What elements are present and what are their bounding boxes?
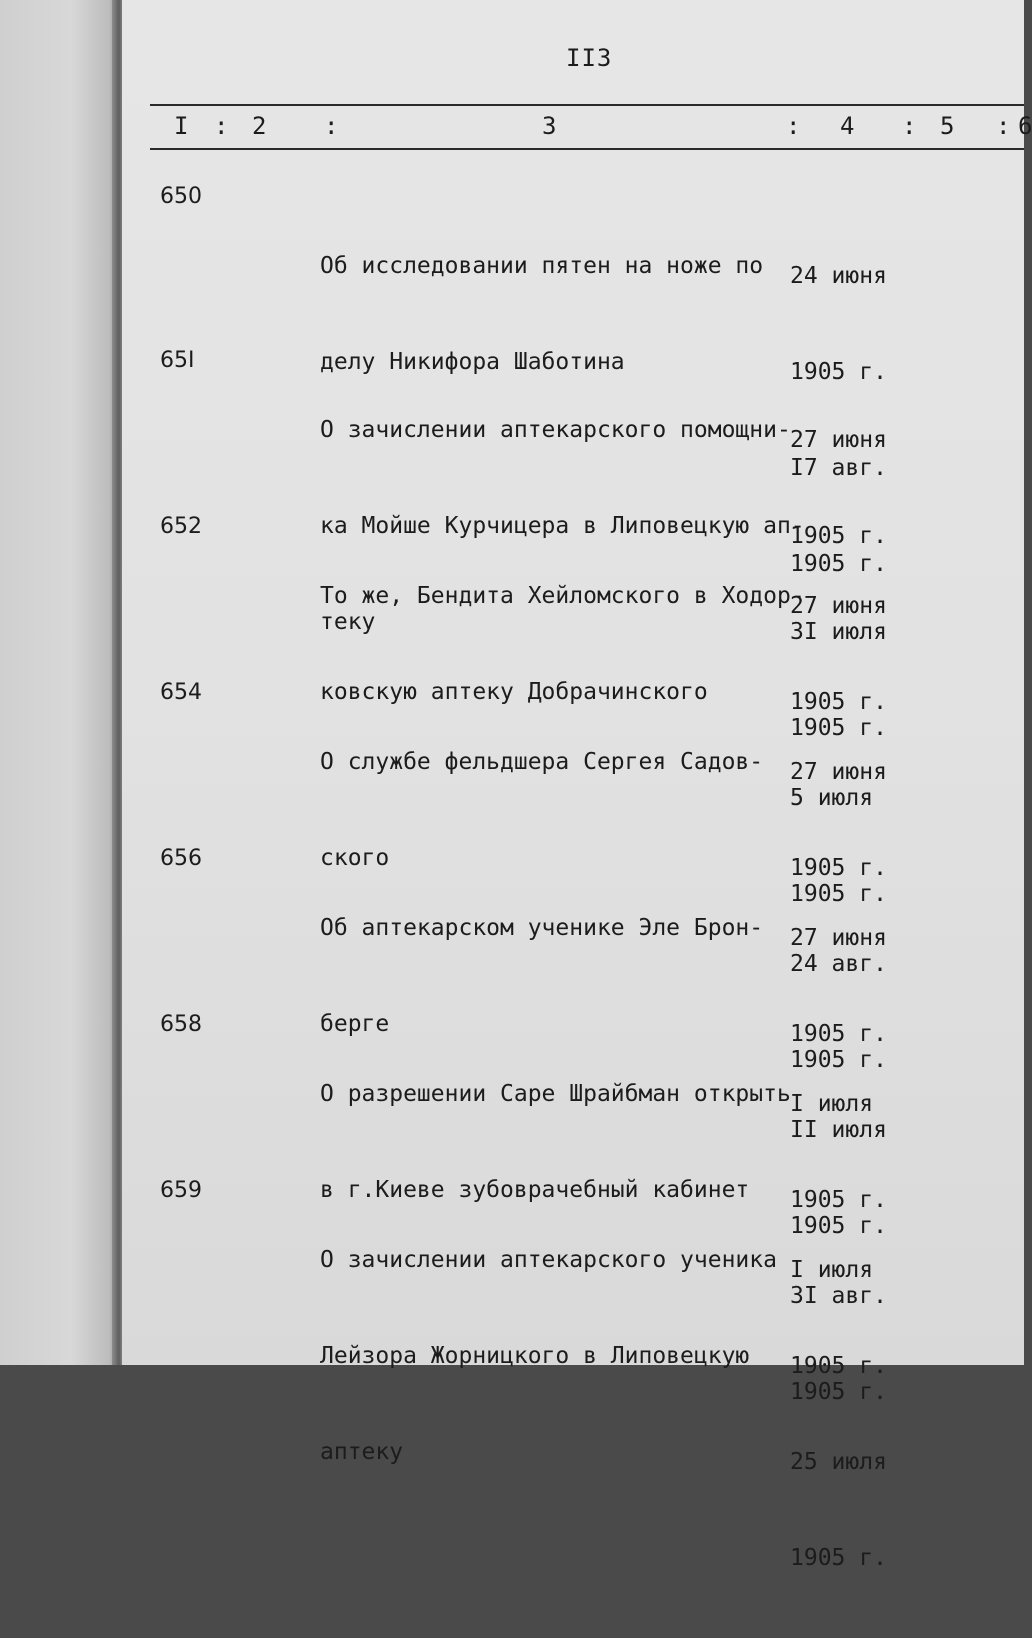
entry-date: 1905 г. — [790, 715, 887, 741]
header-separator: : — [786, 112, 801, 140]
entry-date: 1905 г. — [790, 1187, 887, 1213]
entry-date: 24 июня — [790, 263, 887, 289]
entry-date: 1905 г. — [790, 1545, 887, 1571]
header-separator: : — [214, 112, 229, 140]
entry-number: 656 — [160, 846, 202, 871]
entry-title-line: То же, Бендита Хейломского в Ходор- — [320, 583, 805, 609]
entry-number: 652 — [160, 514, 202, 539]
entry-title-line: ка Мойше Курчицера в Липовецкую ап- — [320, 513, 805, 539]
entry-title-line: ского — [320, 845, 390, 871]
table-header-bottom-rule — [150, 148, 1024, 150]
entry-title-line: делу Никифора Шаботина — [320, 349, 625, 375]
page-number: II3 — [566, 44, 613, 72]
entry-date: II июля — [790, 1117, 887, 1143]
header-col-1: I — [174, 112, 189, 140]
entry-date: 3I авг. — [790, 1283, 887, 1309]
entry-date: 1905 г. — [790, 689, 887, 715]
entry-date: 1905 г. — [790, 855, 887, 881]
entry-date: 25 июля — [790, 1449, 887, 1475]
entry-title-line: ковскую аптеку Добрачинского — [320, 679, 708, 705]
header-col-5: 5 — [940, 112, 955, 140]
entry-date: 5 июля — [790, 785, 874, 811]
entry-date: 1905 г. — [790, 1353, 887, 1379]
entry-date: 1905 г. — [790, 881, 887, 907]
entry-date: 1905 г. — [790, 359, 887, 385]
document-page — [122, 0, 1032, 1571]
entry-date: 1905 г. — [790, 551, 887, 577]
entry-date: 1905 г. — [790, 523, 887, 549]
entry-date: 27 июня — [790, 427, 887, 453]
entry-date: 27 июня — [790, 593, 887, 619]
entry-title-line: Об аптекарском ученике Эле Брон- — [320, 915, 764, 941]
entry-title-line: О разрешении Саре Шрайбман открыть — [320, 1081, 791, 1107]
entry-title-line: в г.Киеве зубоврачебный кабинет — [320, 1177, 750, 1203]
header-col-6: 6 — [1018, 112, 1032, 140]
entry-title-line: Лейзора Жорницкого в Липовецкую — [320, 1343, 750, 1369]
entry-title-line: О зачислении аптекарского помощни- — [320, 417, 791, 443]
entry-date: 24 авг. — [790, 951, 887, 977]
entry-title-line: аптеку — [320, 1439, 404, 1465]
header-col-3: 3 — [542, 112, 557, 140]
entry-title-line: О службе фельдшера Сергея Садов- — [320, 749, 764, 775]
entry-date: I июля — [790, 1257, 874, 1283]
facing-page — [0, 0, 118, 1365]
entry-title-line: О зачислении аптекарского ученика — [320, 1247, 777, 1273]
entry-title-line: теку — [320, 609, 376, 635]
entry-title-line: берге — [320, 1011, 390, 1037]
entry-date: 1905 г. — [790, 1379, 887, 1405]
entry-date: 1905 г. — [790, 1047, 887, 1073]
entry-date: 27 июня — [790, 759, 887, 785]
entry-date: 3I июля — [790, 619, 887, 645]
entry-date: I июля — [790, 1091, 874, 1117]
entry-date: 1905 г. — [790, 1021, 887, 1047]
entry-title — [320, 1180, 790, 1532]
header-separator: : — [324, 112, 339, 140]
entry-dates — [790, 1190, 887, 1638]
entry-date: I7 авг. — [790, 455, 887, 481]
header-separator: : — [996, 112, 1011, 140]
table-header-top-rule — [150, 104, 1024, 106]
header-separator: : — [902, 112, 917, 140]
entry-number: 658 — [160, 1012, 202, 1037]
entry-title-line: Об исследовании пятен на ноже по — [320, 253, 764, 279]
entry-date: 27 июня — [790, 925, 887, 951]
header-col-4: 4 — [840, 112, 855, 140]
entry-number: 654 — [160, 680, 202, 705]
header-col-2: 2 — [252, 112, 267, 140]
entry-date: 1905 г. — [790, 1213, 887, 1239]
entry-number: 650 — [160, 184, 202, 209]
entry-number: 659 — [160, 1178, 202, 1203]
entry-number: 65I — [160, 348, 195, 373]
